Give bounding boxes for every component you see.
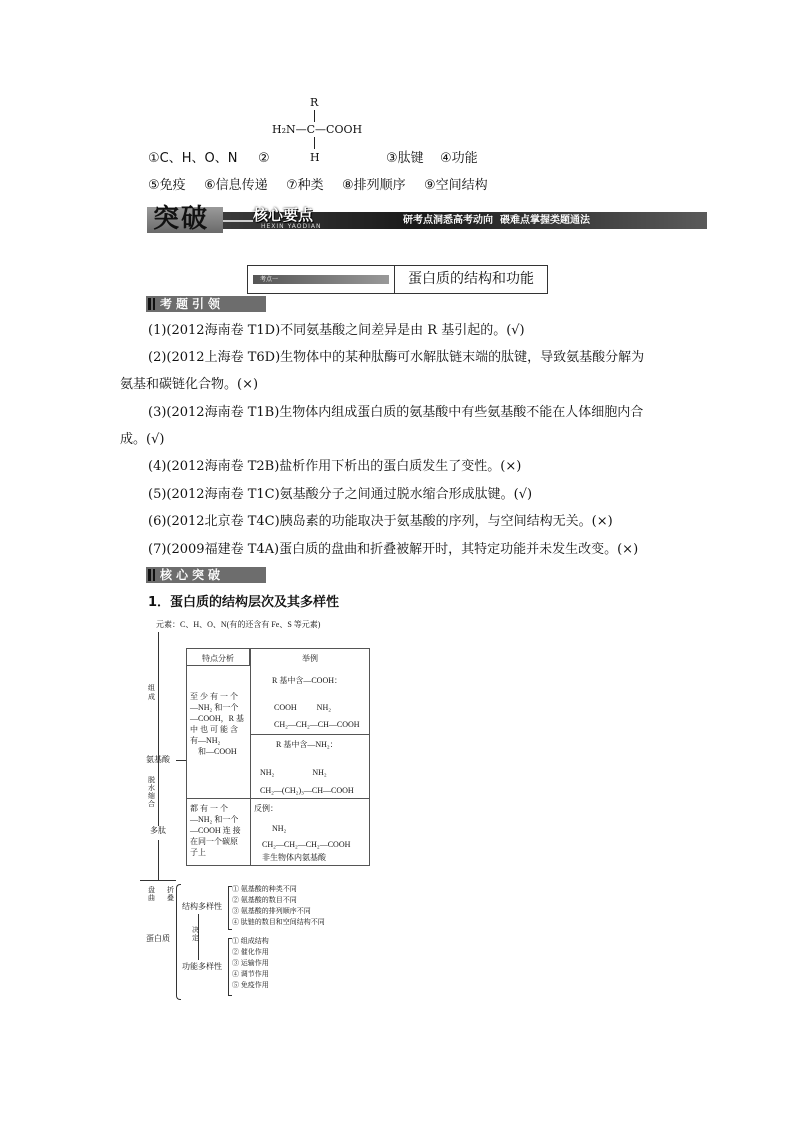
table-vline bbox=[250, 648, 251, 866]
protein-brace bbox=[176, 884, 181, 1000]
label-panqu: 盘曲 bbox=[148, 886, 155, 902]
feat1-line1: 至 少 有 一 个 bbox=[190, 692, 238, 701]
item-3-cont: 成。(√) bbox=[120, 432, 165, 447]
func-item-1: ① 组成结构 bbox=[232, 937, 269, 945]
struct-item-3: ③ 氨基酸的排列顺序不同 bbox=[232, 907, 311, 915]
section-exam-guide-label: 考题引领 bbox=[160, 297, 225, 311]
section-exam-guide bbox=[146, 296, 266, 312]
label-decides: 决定 bbox=[192, 926, 199, 942]
item-3: (3)(2012海南卷 T1B)生物体内组成蛋白质的氨基酸中有些氨基酸不能在人体细胞内合 bbox=[148, 405, 644, 420]
topic-left-cell bbox=[248, 266, 395, 293]
formula-bond-bottom bbox=[314, 137, 315, 149]
answer-4: ④功能 bbox=[440, 151, 478, 166]
formula-main: H₂N—C—COOH bbox=[272, 123, 363, 136]
struct-diversity: 结构多样性 bbox=[182, 902, 222, 911]
feat2-line1: 都 有 一 个 bbox=[190, 804, 228, 813]
section-banner bbox=[147, 204, 707, 234]
formula-h: H bbox=[310, 151, 320, 164]
feat1-line6: 和—COOH bbox=[198, 747, 237, 756]
func-item-2: ② 催化作用 bbox=[232, 948, 269, 956]
ex2-top: NH₂ NH₂ bbox=[260, 768, 327, 777]
label-zucheng: 组成 bbox=[148, 684, 155, 701]
flow-line-3 bbox=[158, 840, 159, 880]
aa-connector bbox=[176, 760, 186, 761]
func-item-5: ⑤ 免疫作用 bbox=[232, 981, 269, 989]
func-item-3: ③ 运输作用 bbox=[232, 959, 269, 967]
answer-6: ⑥信息传递 bbox=[204, 178, 268, 193]
banner-tag-pinyin: HEXIN YAODIAN bbox=[261, 223, 322, 230]
feat1-line3: —COOH，R 基 bbox=[190, 714, 245, 723]
feat1-line4: 中 也 可 能 含 bbox=[190, 725, 238, 734]
structure-diagram bbox=[140, 612, 380, 1002]
answer-8: ⑧排列顺序 bbox=[342, 178, 406, 193]
item-6: (6)(2012北京卷 T4C)胰岛素的功能取决于氨基酸的序列，与空间结构无关。(×) bbox=[148, 514, 613, 529]
answer-2: ② bbox=[258, 151, 270, 166]
item-2: (2)(2012上海卷 T6D)生物体中的某种肽酶可水解肽链末端的肽键，导致氨基酸分解为 bbox=[148, 350, 645, 365]
func-item-4: ④ 调节作用 bbox=[232, 970, 269, 978]
ex1-top: COOH NH₂ bbox=[274, 703, 332, 712]
label-zhedie: 折叠 bbox=[167, 886, 174, 902]
flow-line-2 bbox=[158, 768, 159, 826]
section-core-label: 核心突破 bbox=[160, 568, 225, 582]
ex2-chain: CH₂—(CH₂)₃—CH—COOH bbox=[260, 786, 354, 795]
struct-item-4: ④ 肽链的数目和空间结构不同 bbox=[232, 918, 325, 926]
fold-line bbox=[140, 880, 176, 881]
th-feature: 特点分析 bbox=[202, 654, 234, 663]
banner-dash bbox=[223, 220, 253, 222]
ex3-note: 非生物体内氨基酸 bbox=[262, 853, 326, 862]
struct-item-2: ② 氨基酸的数目不同 bbox=[232, 896, 297, 904]
table-hline-1 bbox=[250, 734, 370, 735]
answer-9: ⑨空间结构 bbox=[424, 178, 488, 193]
answer-3: ③肽键 bbox=[386, 151, 424, 166]
item-1: (1)(2012海南卷 T1D)不同氨基酸之间差异是由 R 基引起的。(√) bbox=[148, 323, 525, 338]
feat1-line2: —NH₂ 和一个 bbox=[190, 703, 239, 712]
table-hline-2 bbox=[186, 798, 370, 799]
topic-box bbox=[247, 265, 548, 294]
feat2-line2: —NH₂ 和一个 bbox=[190, 815, 239, 824]
banner-big-text: 突破 bbox=[153, 204, 210, 234]
item-4: (4)(2012海南卷 T2B)盐析作用下析出的蛋白质发生了变性。(×) bbox=[148, 459, 522, 474]
answer-1: ①C、H、O、N bbox=[148, 151, 238, 166]
section-core bbox=[146, 567, 266, 583]
answer-7: ⑦种类 bbox=[286, 178, 324, 193]
answer-5: ⑤免疫 bbox=[148, 178, 186, 193]
label-polypeptide: 多肽 bbox=[150, 826, 166, 835]
heading-structure: 1．蛋白质的结构层次及其多样性 bbox=[148, 595, 340, 610]
banner-tag: 核心要点 bbox=[253, 206, 314, 224]
struct-item-1: ① 氨基酸的种类不同 bbox=[232, 885, 297, 893]
feat2-line4: 在同一个碳原 bbox=[190, 837, 238, 846]
item-2-cont: 氨基和碳链化合物。(×) bbox=[120, 377, 259, 392]
item-7: (7)(2009福建卷 T4A)蛋白质的盘曲和折叠被解开时，其特定功能并未发生改变。(×) bbox=[148, 542, 639, 557]
topic-title: 蛋白质的结构和功能 bbox=[408, 271, 534, 287]
ex2-title: R 基中含—NH₂： bbox=[276, 740, 338, 749]
ex3-chain: CH₂—CH₂—CH₂—COOH bbox=[262, 840, 351, 849]
func-diversity: 功能多样性 bbox=[182, 962, 222, 971]
label-protein: 蛋白质 bbox=[146, 934, 170, 943]
formula-r: R bbox=[310, 96, 319, 109]
feat1-line5: 有—NH₂ bbox=[190, 736, 221, 745]
ex1-title: R 基中含—COOH： bbox=[272, 676, 343, 685]
banner-slogan: 研考点洞悉高考动向 碨难点掌握类题通法 bbox=[403, 215, 590, 226]
ex1-chain: CH₂—CH₂—CH—COOH bbox=[274, 720, 360, 729]
ex3-top: NH₂ bbox=[272, 824, 287, 833]
item-5: (5)(2012海南卷 T1C)氨基酸分子之间通过脱水缩合形成肽键。(√) bbox=[148, 487, 533, 502]
diagram-elements: 元素：C、H、O、N(有的还含有 Fe、S 等元素) bbox=[156, 620, 321, 629]
label-amino-acid: 氨基酸 bbox=[146, 755, 170, 764]
feat2-line5: 子上 bbox=[190, 848, 206, 857]
ex3-title: 反例： bbox=[254, 804, 278, 813]
flow-line-1 bbox=[158, 632, 159, 770]
th-example: 举例 bbox=[302, 654, 318, 663]
label-dehydration: 脱水缩合 bbox=[148, 776, 155, 808]
topic-tag: 考点一 bbox=[260, 276, 279, 283]
feat2-line3: —COOH 连 接 bbox=[190, 826, 241, 835]
